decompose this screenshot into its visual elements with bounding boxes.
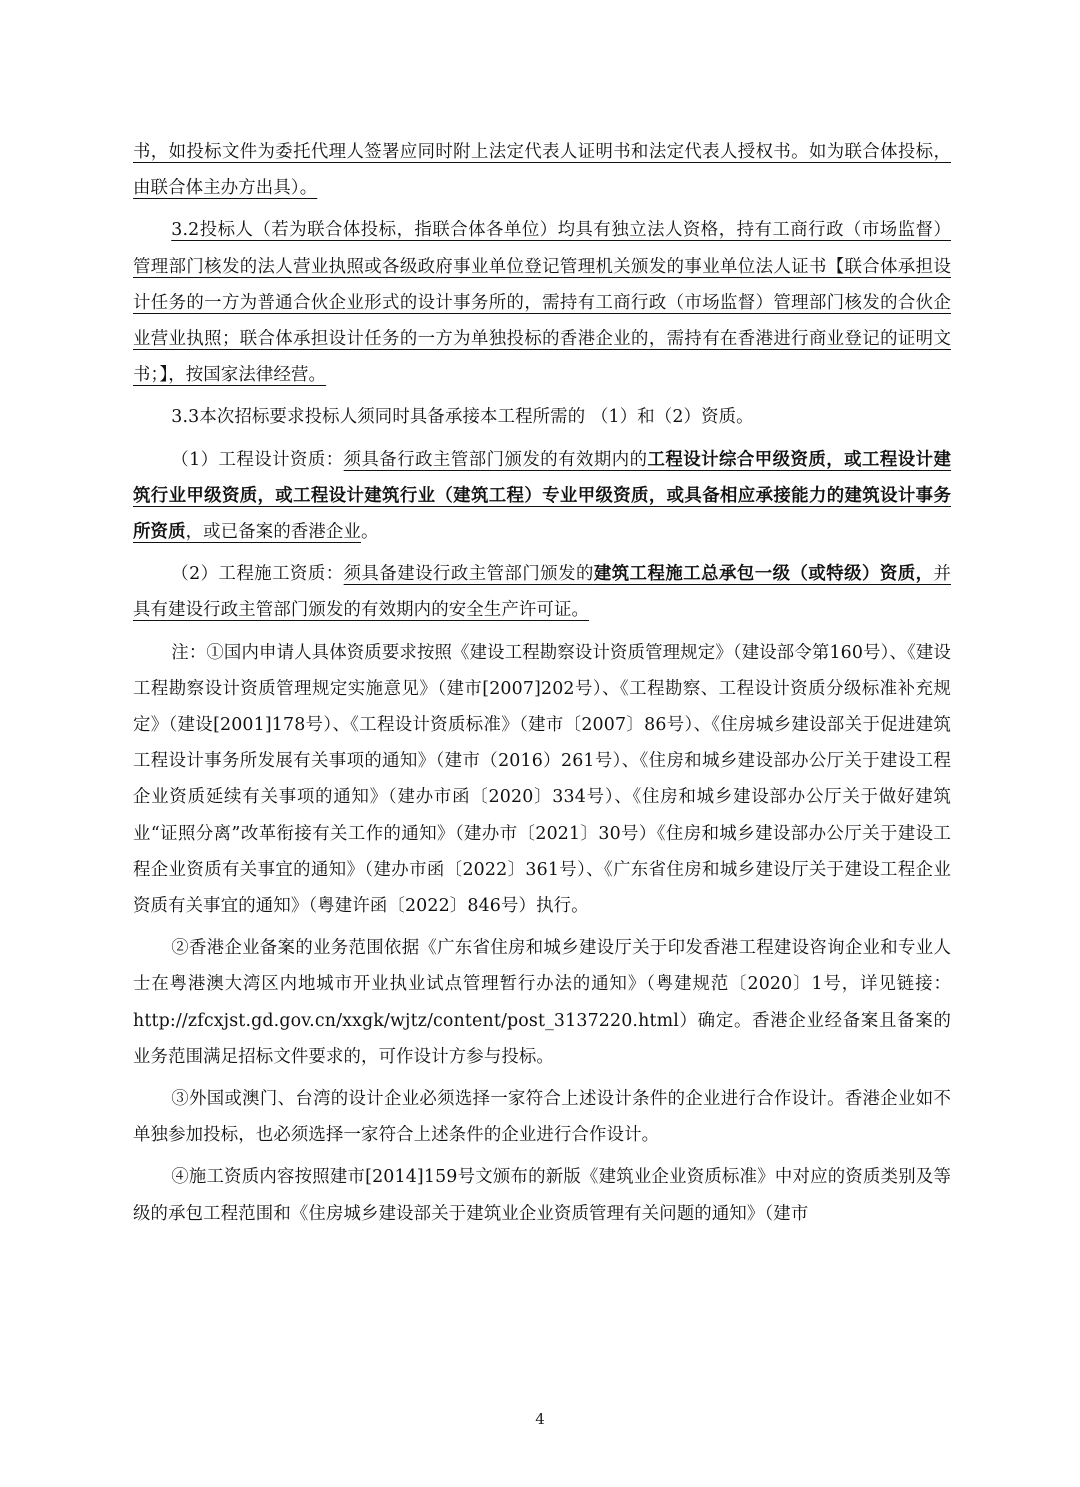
construction-qualification-text-a: 须具备建设行政主管部门颁发的: [343, 564, 594, 585]
paragraph-design-qualification: [133, 442, 951, 551]
design-qualification-label: （1）工程设计资质：: [171, 449, 344, 470]
design-qualification-end: 。: [361, 522, 379, 543]
design-qualification-text-a: 须具备行政主管部门颁发的有效期内的: [343, 449, 648, 470]
paragraph-authorization: [133, 134, 951, 206]
note-4-paragraph: ④施工资质内容按照建市[2014]159号文颁布的新版《建筑业企业资质标准》中对应的资质类别及等级的承包工程范围和《住房城乡建设部关于建筑业企业资质管理有关问题的通知》（建市: [133, 1167, 951, 1224]
paragraph-3-2-text: 3.2投标人（若为联合体投标，指联合体各单位）均具有独立法人资格，持有工商行政（市场监督）管理部门核发的法人营业执照或各级政府事业单位登记管理机关颁发的事业单位法人证书【联合体承担设计任务的一方为普通合伙企业形式的设计事务所的，需持有工商行政（市场监督）管理部门核发的合伙企业营业执照；联合体承担设计任务的一方为单独投标的香港企业的，需持有在香港进行商业登记的证明文书；】，按国家法律经营。: [133, 220, 951, 386]
paragraph-authorization-text: 书，如投标文件为委托代理人签署应同时附上法定代表人证明书和法定代表人授权书。如为联合体投标，由联合体主办方出具）。: [133, 142, 951, 199]
construction-qualification-label: （2）工程施工资质：: [171, 564, 344, 585]
paragraph-3-3: 3.3本次招标要求投标人须同时具备承接本工程所需的 （1）和（2）资质。: [171, 407, 754, 428]
construction-qualification-text-c: 并具有建设行政主管部门颁发的有效期内的安全生产许可证。: [133, 564, 952, 621]
note-1-paragraph: 注：①国内申请人具体资质要求按照《建设工程勘察设计资质管理规定》（建设部令第160号）、《建设工程勘察设计资质管理规定实施意见》（建市[2007]202号）、《工程勘察、工程设计资质分级标准补充规定》（建设[2001]178号）、《工程设计资质标准》（建市〔2007〕86号）、《住房城乡建设部关于促进建筑工程设计事务所发展有关事项的通知》（建市（2016）261号）、《住房和城乡建设部办公厅关于建设工程企业资质延续有关事项的通知》（建办市函〔2020〕334号）、《住房和城乡建设部办公厅关于做好建筑业“证照分离”改革衔接有关工作的通知》（建办市〔2021〕30号）《住房和城乡建设部办公厅关于建设工程企业资质有关事宜的通知》（建办市函〔2022〕361号）、《广东省住房和城乡建设厅关于建设工程企业资质有关事宜的通知》（粤建许函〔2022〕846号）执行。: [133, 642, 951, 917]
note-2-paragraph: ②香港企业备案的业务范围依据《广东省住房和城乡建设厅关于印发香港工程建设咨询企业和专业人士在粤港澳大湾区内地城市开业执业试点管理暂行办法的通知》（粤建规范〔2020〕1号，详见链接：http://zfcxjst.gd.gov.cn/xxgk/wjtz/content/post_3137220.html）确定。香港企业经备案且备案的业务范围满足招标文件要求的，可作设计方参与投标。: [133, 938, 951, 1067]
design-qualification-text-c: ，或已备案的香港企业: [185, 522, 362, 543]
paragraph-construction-qualification: [133, 556, 951, 628]
construction-qualification-text-bold: 建筑工程施工总承包一级（或特级）资质，: [593, 564, 934, 585]
document-body: [133, 134, 951, 1238]
note-3-paragraph: ③外国或澳门、台湾的设计企业必须选择一家符合上述设计条件的企业进行合作设计。香港企业如不单独参加投标，也必须选择一家符合上述条件的企业进行合作设计。: [133, 1089, 951, 1146]
paragraph-3-2: [133, 212, 951, 393]
page-number: 4: [535, 1410, 545, 1428]
design-qualification-text-bold: 工程设计综合甲级资质，或工程设计建筑行业甲级资质，或工程设计建筑行业（建筑工程）专业甲级资质，或具备相应承接能力的建筑设计事务所资质: [133, 449, 951, 543]
